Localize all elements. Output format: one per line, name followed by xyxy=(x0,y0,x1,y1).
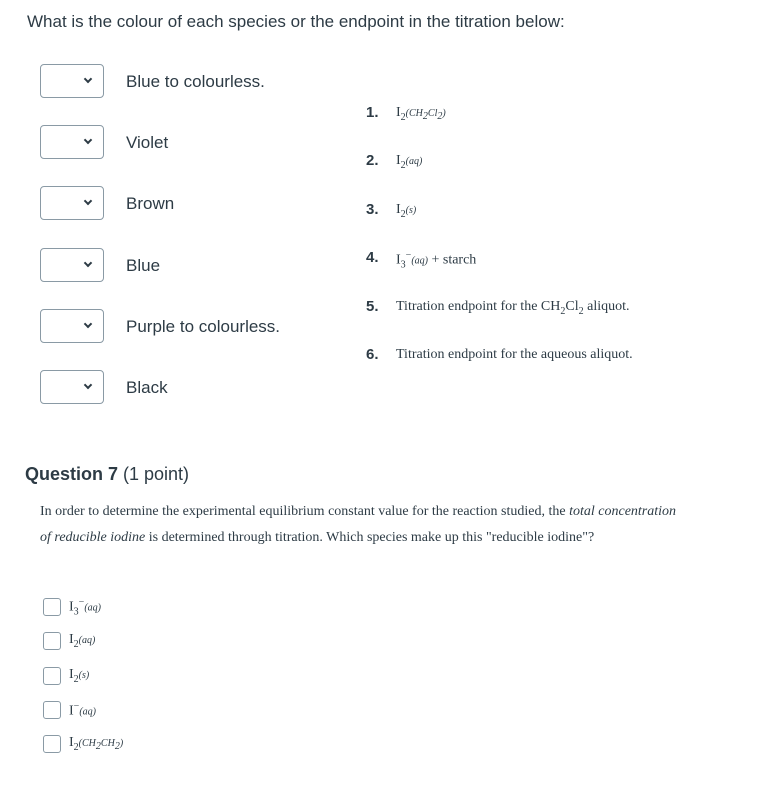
species-3: $I_2(s)$ xyxy=(396,202,417,220)
species-1: $I_2(CH_2Cl_2)$ xyxy=(396,105,446,123)
question-7-title: Question 7 (1 point) xyxy=(25,464,190,484)
checkbox[interactable] xyxy=(43,632,61,650)
question-7-text: In order to determine the experimental equilibrium constant value for the reaction studied, the total concentration of reducible iodine is determined through titration. Which species make up this "reducible iodine"? xyxy=(40,504,677,545)
item-number-3: 3. xyxy=(366,201,379,218)
species-2: $I_2(aq)$ xyxy=(396,153,423,171)
chevron-down-icon xyxy=(84,197,92,205)
colour-option-1: Blue to colourless. xyxy=(126,72,265,91)
match-select-1[interactable] xyxy=(40,64,104,98)
match-select-4[interactable] xyxy=(40,248,104,282)
checkbox[interactable] xyxy=(43,701,61,719)
colour-option-2: Violet xyxy=(126,133,169,152)
item-number-4: 4. xyxy=(366,249,379,266)
chevron-down-icon xyxy=(84,136,92,144)
item-number-5: 5. xyxy=(366,298,379,315)
match-select-3[interactable] xyxy=(40,186,104,220)
species-5: Titration endpoint for the $CH_2Cl_2$ aliquot. xyxy=(396,299,630,317)
colour-option-4: Blue xyxy=(126,256,161,275)
chevron-down-icon xyxy=(84,75,92,83)
question-heading: What is the colour of each species or the endpoint in the titration below: xyxy=(27,12,565,31)
colour-option-5: Purple to colourless. xyxy=(126,317,281,336)
species-6: Titration endpoint for the aqueous aliquot. xyxy=(396,347,633,362)
match-select-6[interactable] xyxy=(40,370,104,404)
answer-option-2[interactable]: $I_2(aq)$ xyxy=(43,630,95,652)
colour-option-6: Black xyxy=(126,378,168,397)
species-4: $I_3^-(aq)$ + starch xyxy=(396,250,477,271)
item-number-6: 6. xyxy=(366,346,379,363)
checkbox[interactable] xyxy=(43,598,61,616)
chevron-down-icon xyxy=(84,381,92,389)
chevron-down-icon xyxy=(84,259,92,267)
match-select-2[interactable] xyxy=(40,125,104,159)
item-number-2: 2. xyxy=(366,152,379,169)
chevron-down-icon xyxy=(84,320,92,328)
match-select-5[interactable] xyxy=(40,309,104,343)
item-number-1: 1. xyxy=(366,104,379,121)
checkbox[interactable] xyxy=(43,735,61,753)
species-4-starch: + starch xyxy=(427,252,477,268)
answer-option-5[interactable]: $I_2(CH_2CH_2)$ xyxy=(43,733,123,755)
checkbox[interactable] xyxy=(43,667,61,685)
colour-option-3: Brown xyxy=(126,194,175,213)
answer-option-3[interactable]: $I_2(s)$ xyxy=(43,665,89,687)
answer-option-4[interactable]: I−(aq) xyxy=(43,699,96,721)
answer-option-1[interactable]: $I_3^-(aq)$ xyxy=(43,596,101,618)
